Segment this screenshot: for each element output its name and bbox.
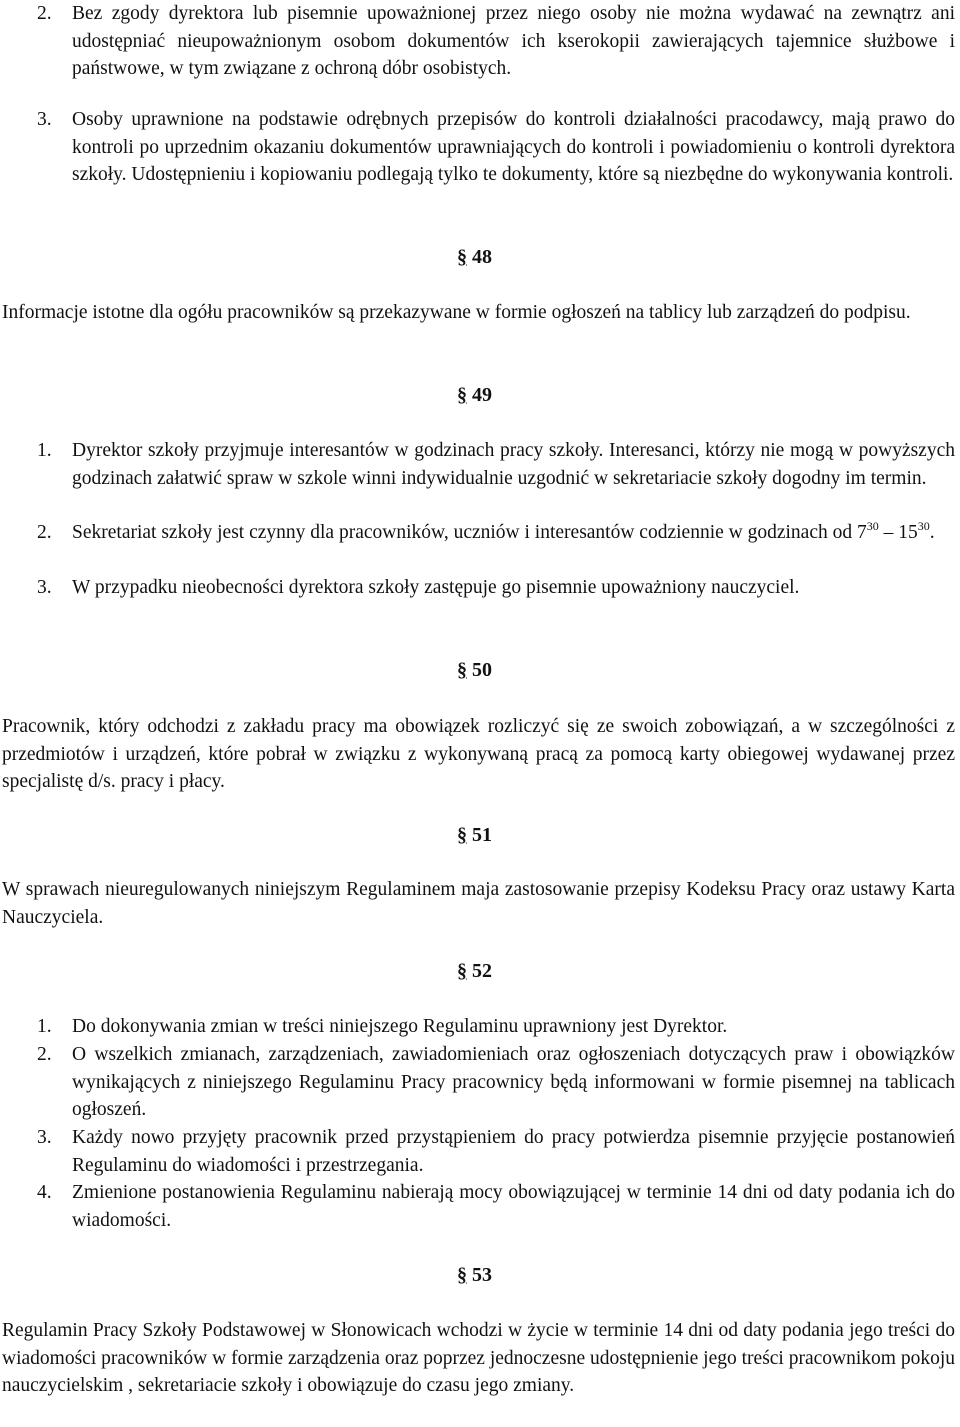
list-item-number: 3. [37, 1127, 52, 1148]
hours-minutes-end: 30 [917, 518, 930, 533]
list-item-text: W przypadku nieobecności dyrektora szkoły zastępuje go pisemnie upoważniony nauczyciel. [72, 577, 800, 598]
section-symbol: § [457, 246, 467, 268]
list-item-number: 2. [37, 1044, 52, 1065]
section-number: 48 [472, 246, 492, 268]
list-item-text: Do dokonywania zmian w treści niniejszego Regulaminu uprawniony jest Dyrektor. [72, 1016, 728, 1037]
section-50-paragraph: Pracownik, który odchodzi z zakładu pracy ma obowiązek rozliczyć się ze swoich zobowiązań, a w szczególności z przedmiotów i urządzeń, które pobrał w związku z wykonywaną pracą za pomocą karty obiegowej wydawanej przez specjalistę d/s. pracy i płacy. [2, 716, 955, 792]
list-item-number: 2. [37, 3, 52, 24]
list-item-number: 4. [37, 1182, 52, 1203]
hours-text-mid: – 15 [878, 522, 918, 543]
section-number: 53 [472, 1264, 492, 1286]
section-number: 51 [472, 824, 492, 846]
section-symbol: § [457, 960, 467, 982]
section-symbol: § [457, 824, 467, 846]
list-item-text [72, 519, 955, 547]
list-item-text: Dyrektor szkoły przyjmuje interesantów w godzinach pracy szkoły. Interesanci, którzy nie mogą w powyższych godzinach załatwić spraw w szkole winni indywidualnie uzgodnić w sekretariacie szkoły dogodny im termin. [72, 440, 955, 489]
list-item-number: 1. [37, 440, 52, 461]
section-heading-48 [457, 244, 492, 272]
list-item-text: Bez zgody dyrektora lub pisemnie upoważnionej przez niego osoby nie można wydawać na zewnątrz ani udostępniać nieupoważnionym osobom dokumentów ich kserokopii zawierających tajemnice służbowe i państwowe, w tym związane z ochroną dóbr osobistych. [72, 3, 955, 79]
section-symbol: § [457, 659, 467, 681]
list-item-text: Każdy nowo przyjęty pracownik przed przystąpieniem do pracy potwierdza pisemnie przyjęcie postanowień Regulaminu do wiadomości i przestrzegania. [72, 1127, 955, 1176]
section-number: 52 [472, 960, 492, 982]
hours-minutes-start: 30 [866, 518, 879, 533]
section-heading-51 [457, 822, 492, 850]
list-item-number: 1. [37, 1016, 52, 1037]
section-51-paragraph: W sprawach nieuregulowanych niniejszym Regulaminem maja zastosowanie przepisy Kodeksu Pracy oraz ustawy Karta Nauczyciela. [2, 879, 955, 928]
section-number: 50 [472, 659, 492, 681]
list-item-number: 3. [37, 577, 52, 598]
list-item-text: Zmienione postanowienia Regulaminu nabierają mocy obowiązującej w terminie 14 dni od daty podania ich do wiadomości. [72, 1182, 955, 1231]
section-heading-52 [457, 958, 492, 986]
section-heading-53 [457, 1262, 492, 1290]
section-heading-49 [457, 382, 492, 410]
hours-text-after: . [929, 522, 935, 543]
section-53-paragraph: Regulamin Pracy Szkoły Podstawowej w Słonowicach wchodzi w życie w terminie 14 dni od daty podania jego treści do wiadomości pracowników w formie zarządzenia oraz poprzez jednoczesne udostępnienie jego treści pracownikom pokoju nauczycielskim , sekretariacie szkoły i obowiązuje do czasu jego zmiany. [2, 1320, 955, 1396]
list-item-text: Osoby uprawnione na podstawie odrębnych przepisów do kontroli działalności pracodawcy, mają prawo do kontroli po uprzednim okazaniu dokumentów uprawniających do kontroli i powiadomieniu o kontroli dyrektora szkoły. Udostępnieniu i kopiowaniu podlegają tylko te dokumenty, które są niezbędne do wykonywania kontroli. [72, 109, 955, 185]
list-item-number: 3. [37, 109, 52, 130]
hours-text-before: Sekretariat szkoły jest czynny dla pracowników, uczniów i interesantów codziennie w godzinach od 7 [72, 522, 867, 543]
list-item-text: O wszelkich zmianach, zarządzeniach, zawiadomieniach oraz ogłoszeniach dotyczących praw i obowiązków wynikających z niniejszego Regulaminu Pracy pracownicy będą informowani w formie pisemnej na tablicach ogłoszeń. [72, 1044, 955, 1120]
section-48-paragraph: Informacje istotne dla ogółu pracowników są przekazywane w formie ogłoszeń na tablicy lub zarządzeń do podpisu. [2, 302, 911, 323]
section-number: 49 [472, 384, 492, 406]
section-symbol: § [457, 1264, 467, 1286]
list-item-number: 2. [37, 522, 52, 543]
section-symbol: § [457, 384, 467, 406]
section-heading-50 [457, 657, 492, 685]
